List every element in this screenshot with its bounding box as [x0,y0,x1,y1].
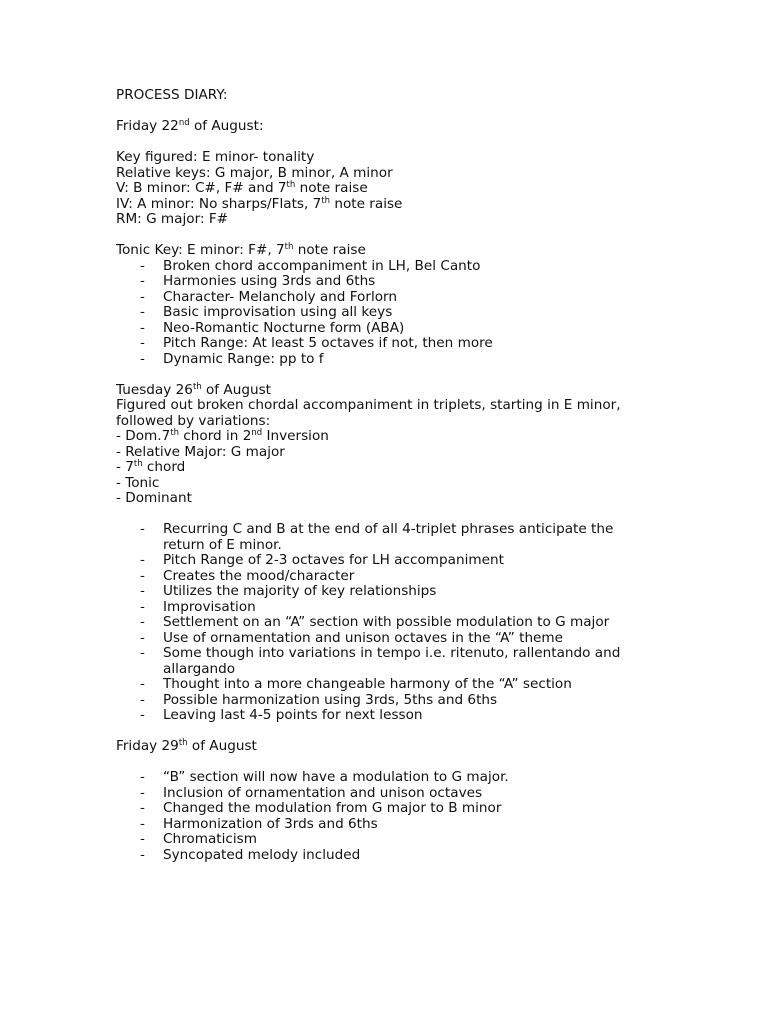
relative-major-line: RM: G major: F# [116,211,229,227]
entry2-paragraph-line: followed by variations: [116,412,271,429]
entry-heading-friday-22: Friday 22nd of August: [116,118,264,134]
variation-item: - Dominant [116,490,192,506]
key-figured-line: Key figured: E minor- tonality [116,149,315,165]
list-item: - Neo-Romantic Nocturne form (ABA) [140,319,405,336]
entry-heading-tuesday-26: Tuesday 26th of August [116,381,271,398]
list-item: - Creates the mood/character [140,567,355,584]
list-item: - Recurring C and B at the end of all 4-triplet phrases anticipate the return of E minor. [140,521,614,553]
variation-item: - Tonic [116,474,160,491]
entry-heading-friday-29: Friday 29th of August [116,738,257,754]
entry2-paragraph-line: Figured out broken chordal accompaniment in triplets, starting in E minor, [116,397,621,413]
entry3-bullet-list [116,770,656,863]
list-item: - Chromaticism [140,831,257,847]
list-item: - Pitch Range: At least 5 octaves if not, then more [140,335,493,351]
list-item: - Possible harmonization using 3rds, 5ths and 6ths [140,691,498,708]
list-item: - Harmonization of 3rds and 6ths [140,815,378,832]
variation-item: - Relative Major: G major [116,443,285,460]
tonic-key-line: Tonic Key: E minor: F#, 7th note raise [116,242,366,258]
dominant-key-line: V: B minor: C#, F# and 7th note raise [116,180,368,196]
list-item: - Inclusion of ornamentation and unison octaves [140,784,483,801]
entry1-bullet-list [116,259,656,368]
list-item: - “B” section will now have a modulation to G major. [140,769,509,785]
entry2-bullet-list [116,522,656,724]
list-item: - Changed the modulation from G major to B minor [140,800,502,816]
list-item: - Syncopated melody included [140,846,361,863]
list-item: - Thought into a more changeable harmony of the “A” section [140,676,572,692]
document-body [116,88,656,863]
list-item: - Leaving last 4-5 points for next lesson [140,707,423,723]
list-item: - Broken chord accompaniment in LH, Bel Canto [140,257,481,274]
variation-item: - Dom.7th chord in 2nd Inversion [116,428,329,444]
list-item: - Character- Melancholy and Forlorn [140,288,398,305]
subdominant-key-line: IV: A minor: No sharps/Flats, 7th note raise [116,195,403,212]
list-item: - Improvisation [140,598,256,615]
list-item: - Pitch Range of 2-3 octaves for LH accompaniment [140,552,504,568]
variation-item: - 7th chord [116,459,186,475]
list-item: - Dynamic Range: pp to f [140,350,324,367]
list-item: - Settlement on an “A” section with possible modulation to G major [140,614,610,630]
page-title: PROCESS DIARY: [116,87,228,103]
list-item: - Some though into variations in tempo i.e. ritenuto, rallentando and allargando [140,645,621,677]
list-item: - Use of ornamentation and unison octaves in the “A” theme [140,629,564,646]
relative-keys-line: Relative keys: G major, B minor, A minor [116,164,393,181]
list-item: - Utilizes the majority of key relationships [140,583,437,599]
list-item: - Basic improvisation using all keys [140,304,393,320]
list-item: - Harmonies using 3rds and 6ths [140,273,376,289]
